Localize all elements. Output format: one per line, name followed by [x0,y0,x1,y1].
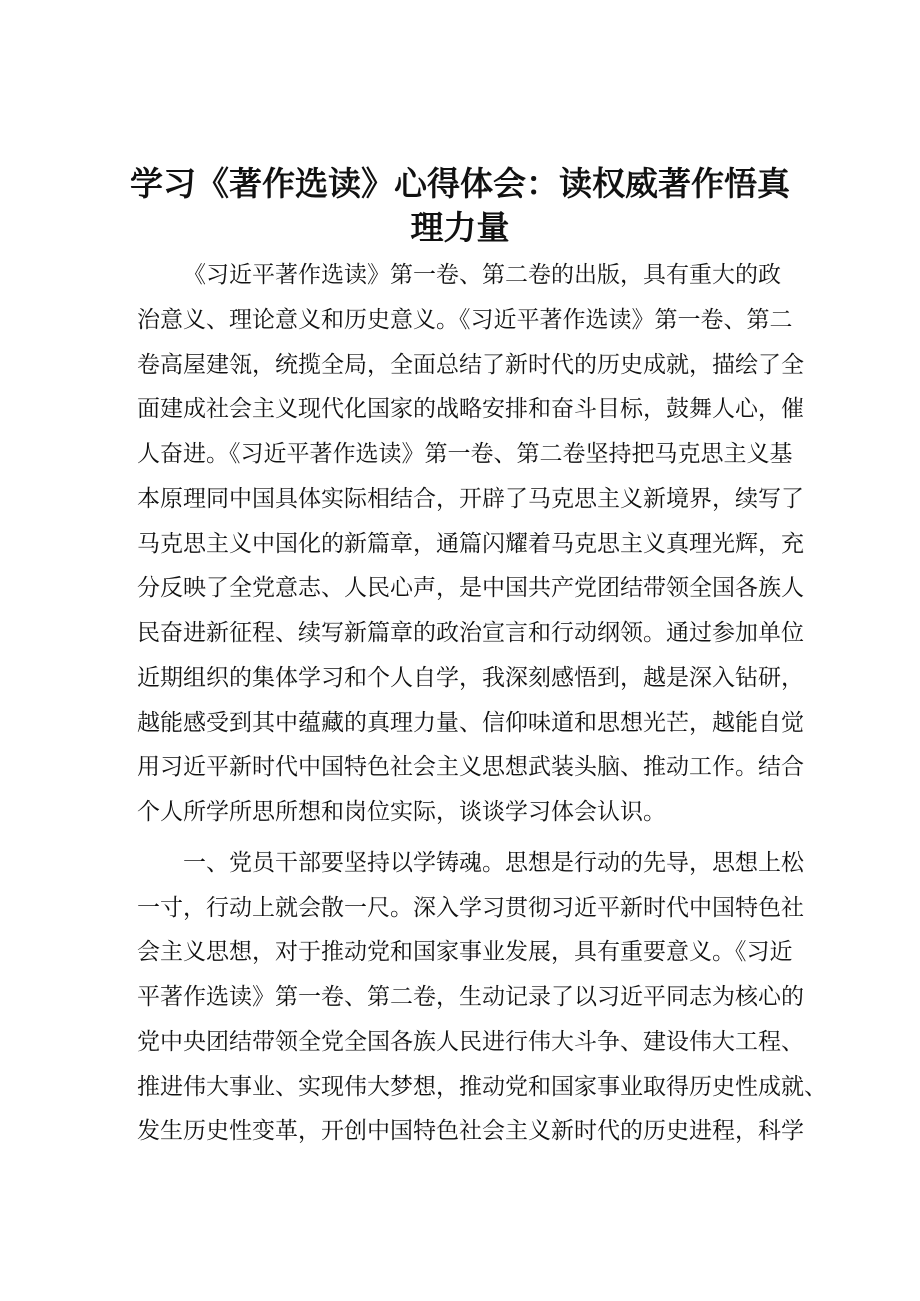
paragraph-1-line: 《习近平著作选读》第一卷、第二卷的出版，具有重大的政 [183,262,781,288]
paragraph-2-line: 会主义思想，对于推动党和国家事业发展，具有重要意义。《习近 [137,939,793,965]
paragraph-1-line: 面建成社会主义现代化国家的战略安排和奋斗目标，鼓舞人心，催 [137,396,804,422]
paragraph-2-line: 一寸，行动上就会散一尺。深入学习贯彻习近平新时代中国特色社 [137,895,804,921]
paragraph-2-line: 平著作选读》第一卷、第二卷，生动记录了以习近平同志为核心的 [137,984,804,1010]
paragraph-2-line: 一、党员干部要坚持以学铸魂。思想是行动的先导，思想上松 [183,850,804,876]
paragraph-1-line: 用习近平新时代中国特色社会主义思想武装头脑、推动工作。结合 [137,754,804,780]
paragraph-1-line: 近期组织的集体学习和个人自学，我深刻感悟到，越是深入钻研， [137,665,804,691]
document-title-line-1: 学习《著作选读》心得体会：读权威著作悟真 [130,164,790,203]
paragraph-1-line: 个人所学所思所想和岗位实际，谈谈学习体会认识。 [137,799,666,825]
paragraph-1-line: 卷高屋建瓴，统揽全局，全面总结了新时代的历史成就，描绘了全 [137,352,804,378]
paragraph-1-line: 民奋进新征程、续写新篇章的政治宣言和行动纲领。通过参加单位 [137,620,804,646]
paragraph-1-line: 分反映了全党意志、人民心声，是中国共产党团结带领全国各族人 [137,575,804,601]
paragraph-2-line: 推进伟大事业、实现伟大梦想，推动党和国家事业取得历史性成就、 [137,1074,827,1100]
document-title-line-2: 理力量 [410,208,510,247]
paragraph-1-line: 人奋进。《习近平著作选读》第一卷、第二卷坚持把马克思主义基 [137,441,793,467]
paragraph-2-line: 发生历史性变革，开创中国特色社会主义新时代的历史进程，科学 [137,1118,804,1144]
paragraph-1-line: 越能感受到其中蕴藏的真理力量、信仰味道和思想光芒，越能自觉 [137,710,804,736]
paragraph-1-line: 本原理同中国具体实际相结合，开辟了马克思主义新境界，续写了 [137,486,804,512]
paragraph-2-line: 党中央团结带领全党全国各族人民进行伟大斗争、建设伟大工程、 [137,1029,804,1055]
paragraph-1-line: 治意义、理论意义和历史意义。《习近平著作选读》第一卷、第二 [137,307,793,333]
paragraph-1-line: 马克思主义中国化的新篇章，通篇闪耀着马克思主义真理光辉，充 [137,531,804,557]
